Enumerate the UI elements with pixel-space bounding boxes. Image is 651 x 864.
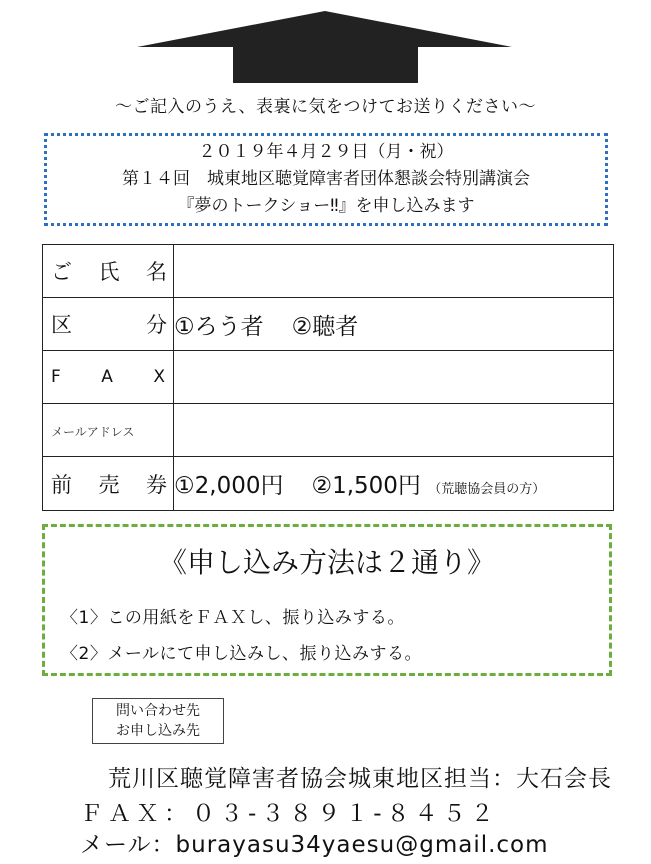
instruction-note: 〜ご記入のうえ、表裏に気をつけてお送りください〜	[114, 97, 537, 117]
event-subtitle: 『夢のトークショー‼』を申し込みます	[177, 196, 475, 216]
contact-email[interactable]: メール：burayasu34yaesu@gmail.com	[80, 832, 549, 858]
contact-fax: ＦＡＸ：０３-３８９１-８４５２	[80, 801, 499, 827]
category-label: 区 分	[43, 298, 174, 351]
event-date: ２０１９年４月２９日（月・祝）	[198, 142, 454, 162]
category-option-hearing[interactable]: ②聴者	[291, 313, 359, 340]
application-method-box	[42, 524, 612, 676]
fax-field[interactable]	[174, 351, 614, 404]
email-field[interactable]	[174, 404, 614, 457]
method-email: 〈2〉メールにて申し込みし、振り込みする。	[61, 644, 422, 664]
category-row	[43, 298, 614, 351]
method-title: 《申し込み方法は２通り》	[158, 546, 495, 579]
name-field[interactable]	[174, 245, 614, 298]
application-form	[42, 244, 614, 511]
event-info-box	[44, 133, 608, 226]
ticket-option-member[interactable]: ②1,500円	[311, 473, 421, 499]
ticket-row	[43, 457, 614, 511]
name-row	[43, 245, 614, 298]
fax-label: F A X	[43, 351, 174, 404]
email-row	[43, 404, 614, 457]
category-option-deaf[interactable]: ①ろう者	[174, 313, 264, 340]
ticket-option-general[interactable]: ①2,000円	[174, 473, 284, 499]
ticket-label: 前 売 券	[43, 457, 174, 511]
up-arrow-icon	[0, 0, 651, 90]
ticket-member-note: （荒聴協会員の方）	[428, 482, 546, 497]
contact-tag: 問い合わせ先 お申し込み先	[92, 698, 224, 744]
event-title: 第１４回 城東地区聴覚障害者団体懇談会特別講演会	[122, 169, 530, 189]
method-fax: 〈1〉この用紙をＦＡＸし、振り込みする。	[61, 608, 405, 628]
fax-row	[43, 351, 614, 404]
contact-organization: 荒川区聴覚障害者協会城東地区担当：大石会長	[108, 766, 612, 792]
ticket-options[interactable]	[174, 457, 614, 511]
name-label: ご 氏 名	[43, 245, 174, 298]
email-label: メールアドレス	[43, 404, 174, 457]
category-options[interactable]	[174, 298, 614, 351]
